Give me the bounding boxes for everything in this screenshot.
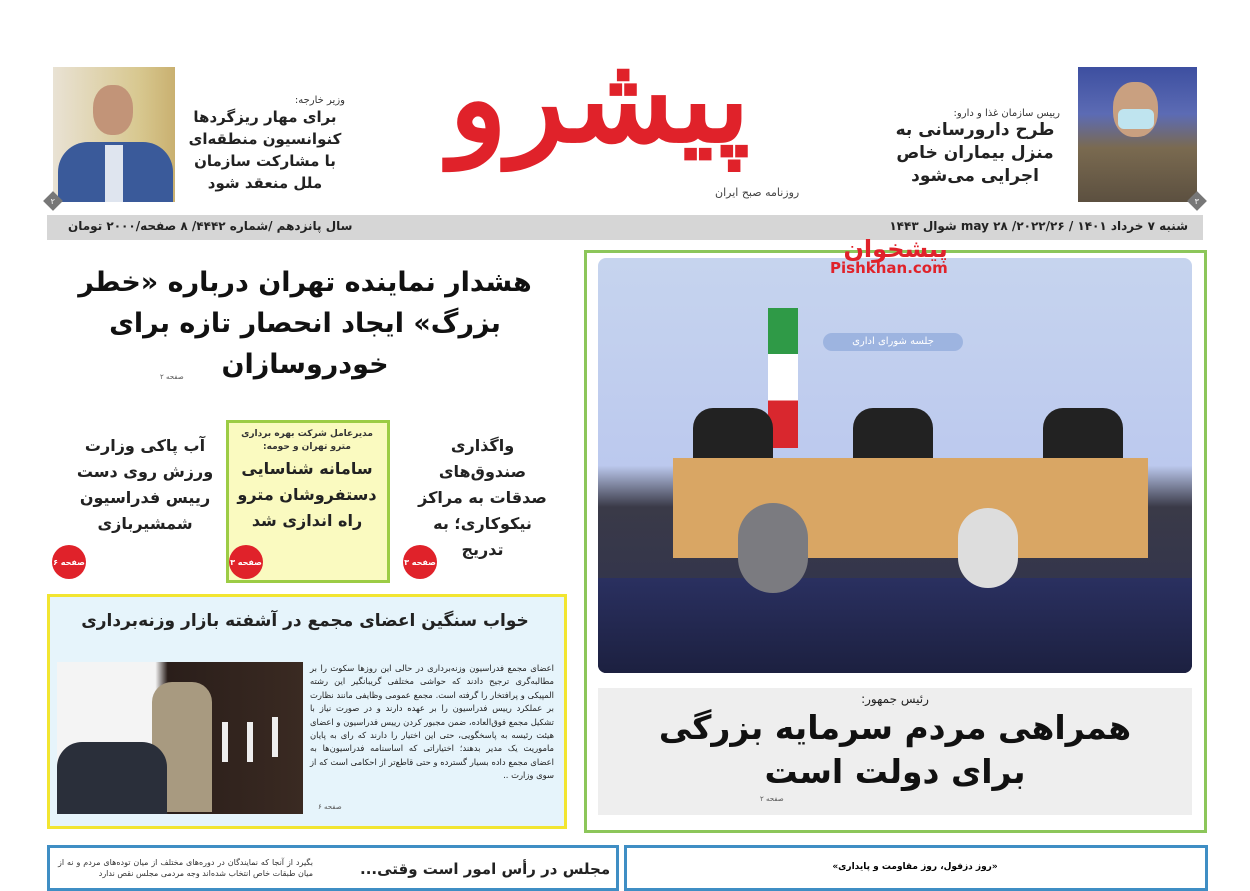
page-badge: صفحه ۳ [229,545,263,579]
watermark: پیشخوان Pishkhan.com [830,235,948,277]
lead-kicker: رئیس جمهور: [861,692,929,706]
lead-headline[interactable] [598,692,1192,794]
page-ref: صفحه ۲ [160,373,184,381]
brief-shamshirbazi[interactable]: آب پاکی وزارت ورزش روی دست رییس فدراسیون شمشیربازی [76,436,214,533]
page-badge: صفحه ۳ [403,545,437,579]
teaser-right[interactable] [880,108,1070,188]
feature-body: اعضای مجمع فدراسیون وزنه‌برداری در حالی این روزها سکوت را بر مطالبه‌گری ترجیح دادند که حواشی مختلفی گریبانگیر این رشته المپیکی و پرافتخار را گرفته است. مجمع عمومی وظایفی مانند نظارت بر عملکرد رییس فدراسیون را بر عهده دارند و در صورت نیاز با تشکیل مجمع فوق‌العاده، ضمن مجبور کردن رییس فدراسیون و اعضای هیئت رئیسه به پاسخگویی، حتی این اختیار را دارند که رای به پایان ماموریت یک مدیر بدهند؛ اختیاراتی که اساسنامه فدراسیون‌ها به اعضای مجمع داده بسیار گسترده و حتی قاطع‌تر از احکامی است که از سوی وزارت .. [310,663,554,781]
page-ref: صفحه ۶ [318,803,342,811]
teaser-right-photo [1078,67,1197,202]
page-ref: صفحه ۲ [760,795,784,803]
teaser-right-title[interactable]: طرح دارورسانی به منزل بیماران خاص اجرایی می‌شود [895,120,1055,186]
teaser-left[interactable] [185,95,345,194]
teaser-left-photo [53,67,175,202]
feature-photo [57,662,303,814]
page-number-marker: ۳ [1187,191,1207,211]
brief-metro-title[interactable]: سامانه شناسایی دستفروشان مترو راه اندازی شد [237,459,377,530]
teaser-left-title[interactable]: برای مهار ریزگردها کنوانسیون منطقه‌ای با مشارکت سازمان ملل منعقد شود [188,108,342,192]
brief-metro-kicker: مدیرعامل شرکت بهره برداری مترو تهران و حومه: [241,429,373,452]
banner-text: جلسه شورای اداری [823,333,963,351]
page-badge: صفحه ۶ [52,545,86,579]
lead-title[interactable]: همراهی مردم سرمایه بزرگی برای دولت است [658,708,1132,791]
page-number-marker: ۲ [43,191,63,211]
tagline: روزنامه صبح ایران [715,186,800,199]
date-info: شنبه ۷ خرداد ۱۴۰۱ / may ۲۸ /۲۰۲۲/۲۶ شوال ۱۴۴۳ [889,219,1188,233]
main-headline[interactable]: هشدار نماینده تهران درباره «خطر بزرگ» ایجاد انحصار تازه برای خودروسازان [78,267,532,380]
brief-sadaghat[interactable]: واگذاری صندوق‌های صدقات به مراکز نیکوکاری؛ به تدریج [418,436,547,559]
lead-photo[interactable] [598,258,1192,673]
bottom-left-body: بگیرد از آنجا که نمایندگان در دوره‌های مختلف از میان توده‌های مردم و نه از میان طبقات خاص انتخاب شده‌اند وجه مردمی مجلس نقص ندارد [58,858,313,878]
teaser-left-kicker: وزیر خارجه: [294,95,345,106]
bottom-left-title[interactable]: مجلس در رأس امور است وقتی... [360,860,611,878]
newspaper-logo: پیشرو [449,29,750,170]
teaser-right-kicker: رییس سازمان غذا و دارو: [953,108,1060,119]
issue-info: سال پانزدهم /شماره ۴۴۴۲/ ۸ صفحه/۲۰۰۰ تومان [68,219,353,233]
bottom-right-kicker[interactable]: «روز دزفول، روز مقاومت و پایداری» [832,862,998,872]
feature-title[interactable]: خواب سنگین اعضای مجمع در آشفته بازار وزنه‌برداری [81,611,529,631]
